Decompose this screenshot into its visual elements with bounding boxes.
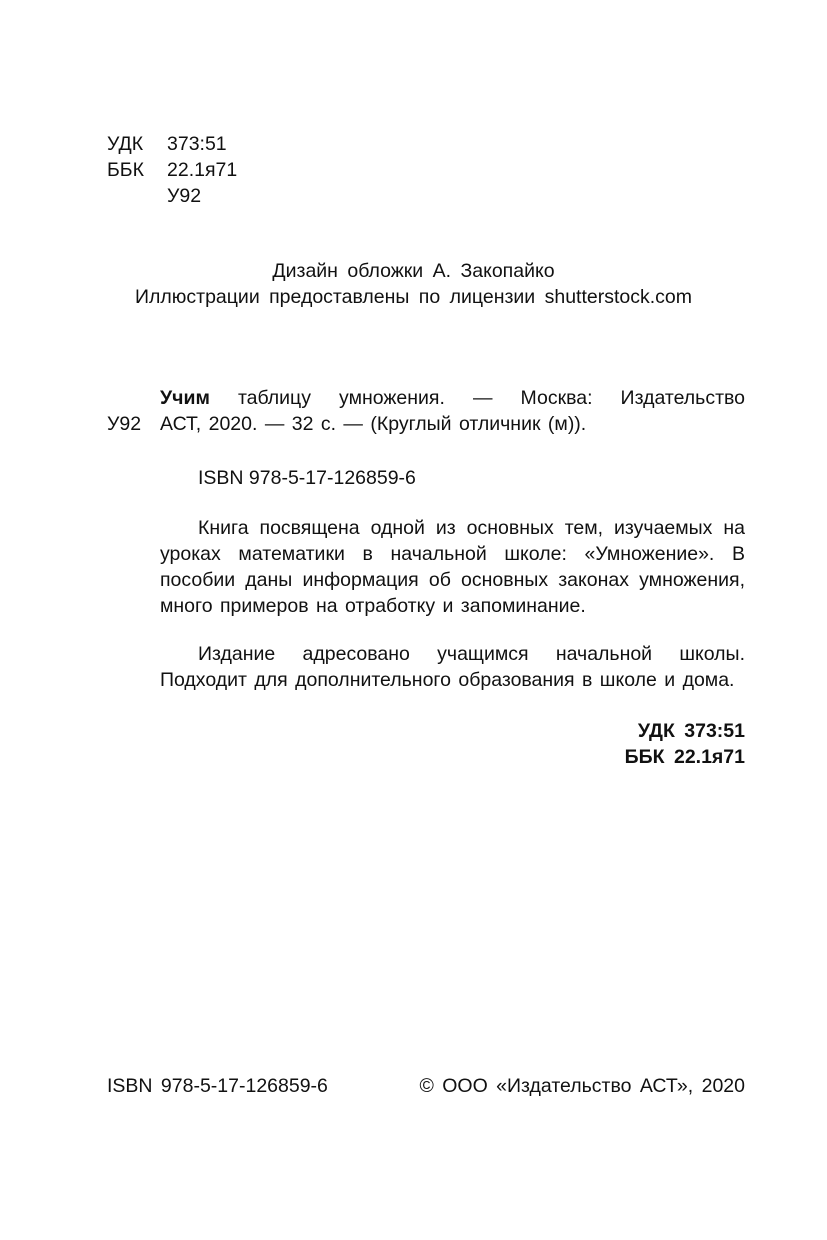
entry-title: Учим [160,387,210,409]
entry-line-1 [160,385,745,411]
author-mark-entry: У92 [107,413,142,435]
author-mark-top: У92 [167,185,202,207]
illustrations-credit: Иллюстрации предоставлены по лицензии shutterstock.com [134,286,692,308]
bbk-bottom: ББК 22.1я71 [624,746,745,768]
cover-design-credit: Дизайн обложки А. Закопайко [272,260,555,282]
udk-value: 373:51 [167,133,227,155]
entry-line-1-rest: таблицу умножения. — Москва: Издательство [237,387,745,409]
bbk-label: ББК [107,159,144,181]
udk-label: УДК [107,133,144,155]
udk-bottom: УДК 373:51 [637,720,745,742]
footer-copyright: © ООО «Издательство АСТ», 2020 [419,1075,745,1097]
annotation-paragraph-2: Издание адресовано учащимся начальной школы. Подходит для дополнительного образования в школе и дома. [160,643,745,691]
annotation-paragraph-1: Книга посвящена одной из основных тем, изучаемых на уроках математики в начальной школе: «Умножение». В пособии даны информация об основных законах умножения, много примеров на отработку и запоминание. [160,517,745,617]
bbk-value: 22.1я71 [167,159,238,181]
footer-isbn: ISBN 978-5-17-126859-6 [107,1075,328,1097]
entry-isbn: ISBN 978-5-17-126859-6 [198,467,416,489]
entry-line-2: АСТ, 2020. — 32 с. — (Круглый отличник (м)). [160,413,587,435]
